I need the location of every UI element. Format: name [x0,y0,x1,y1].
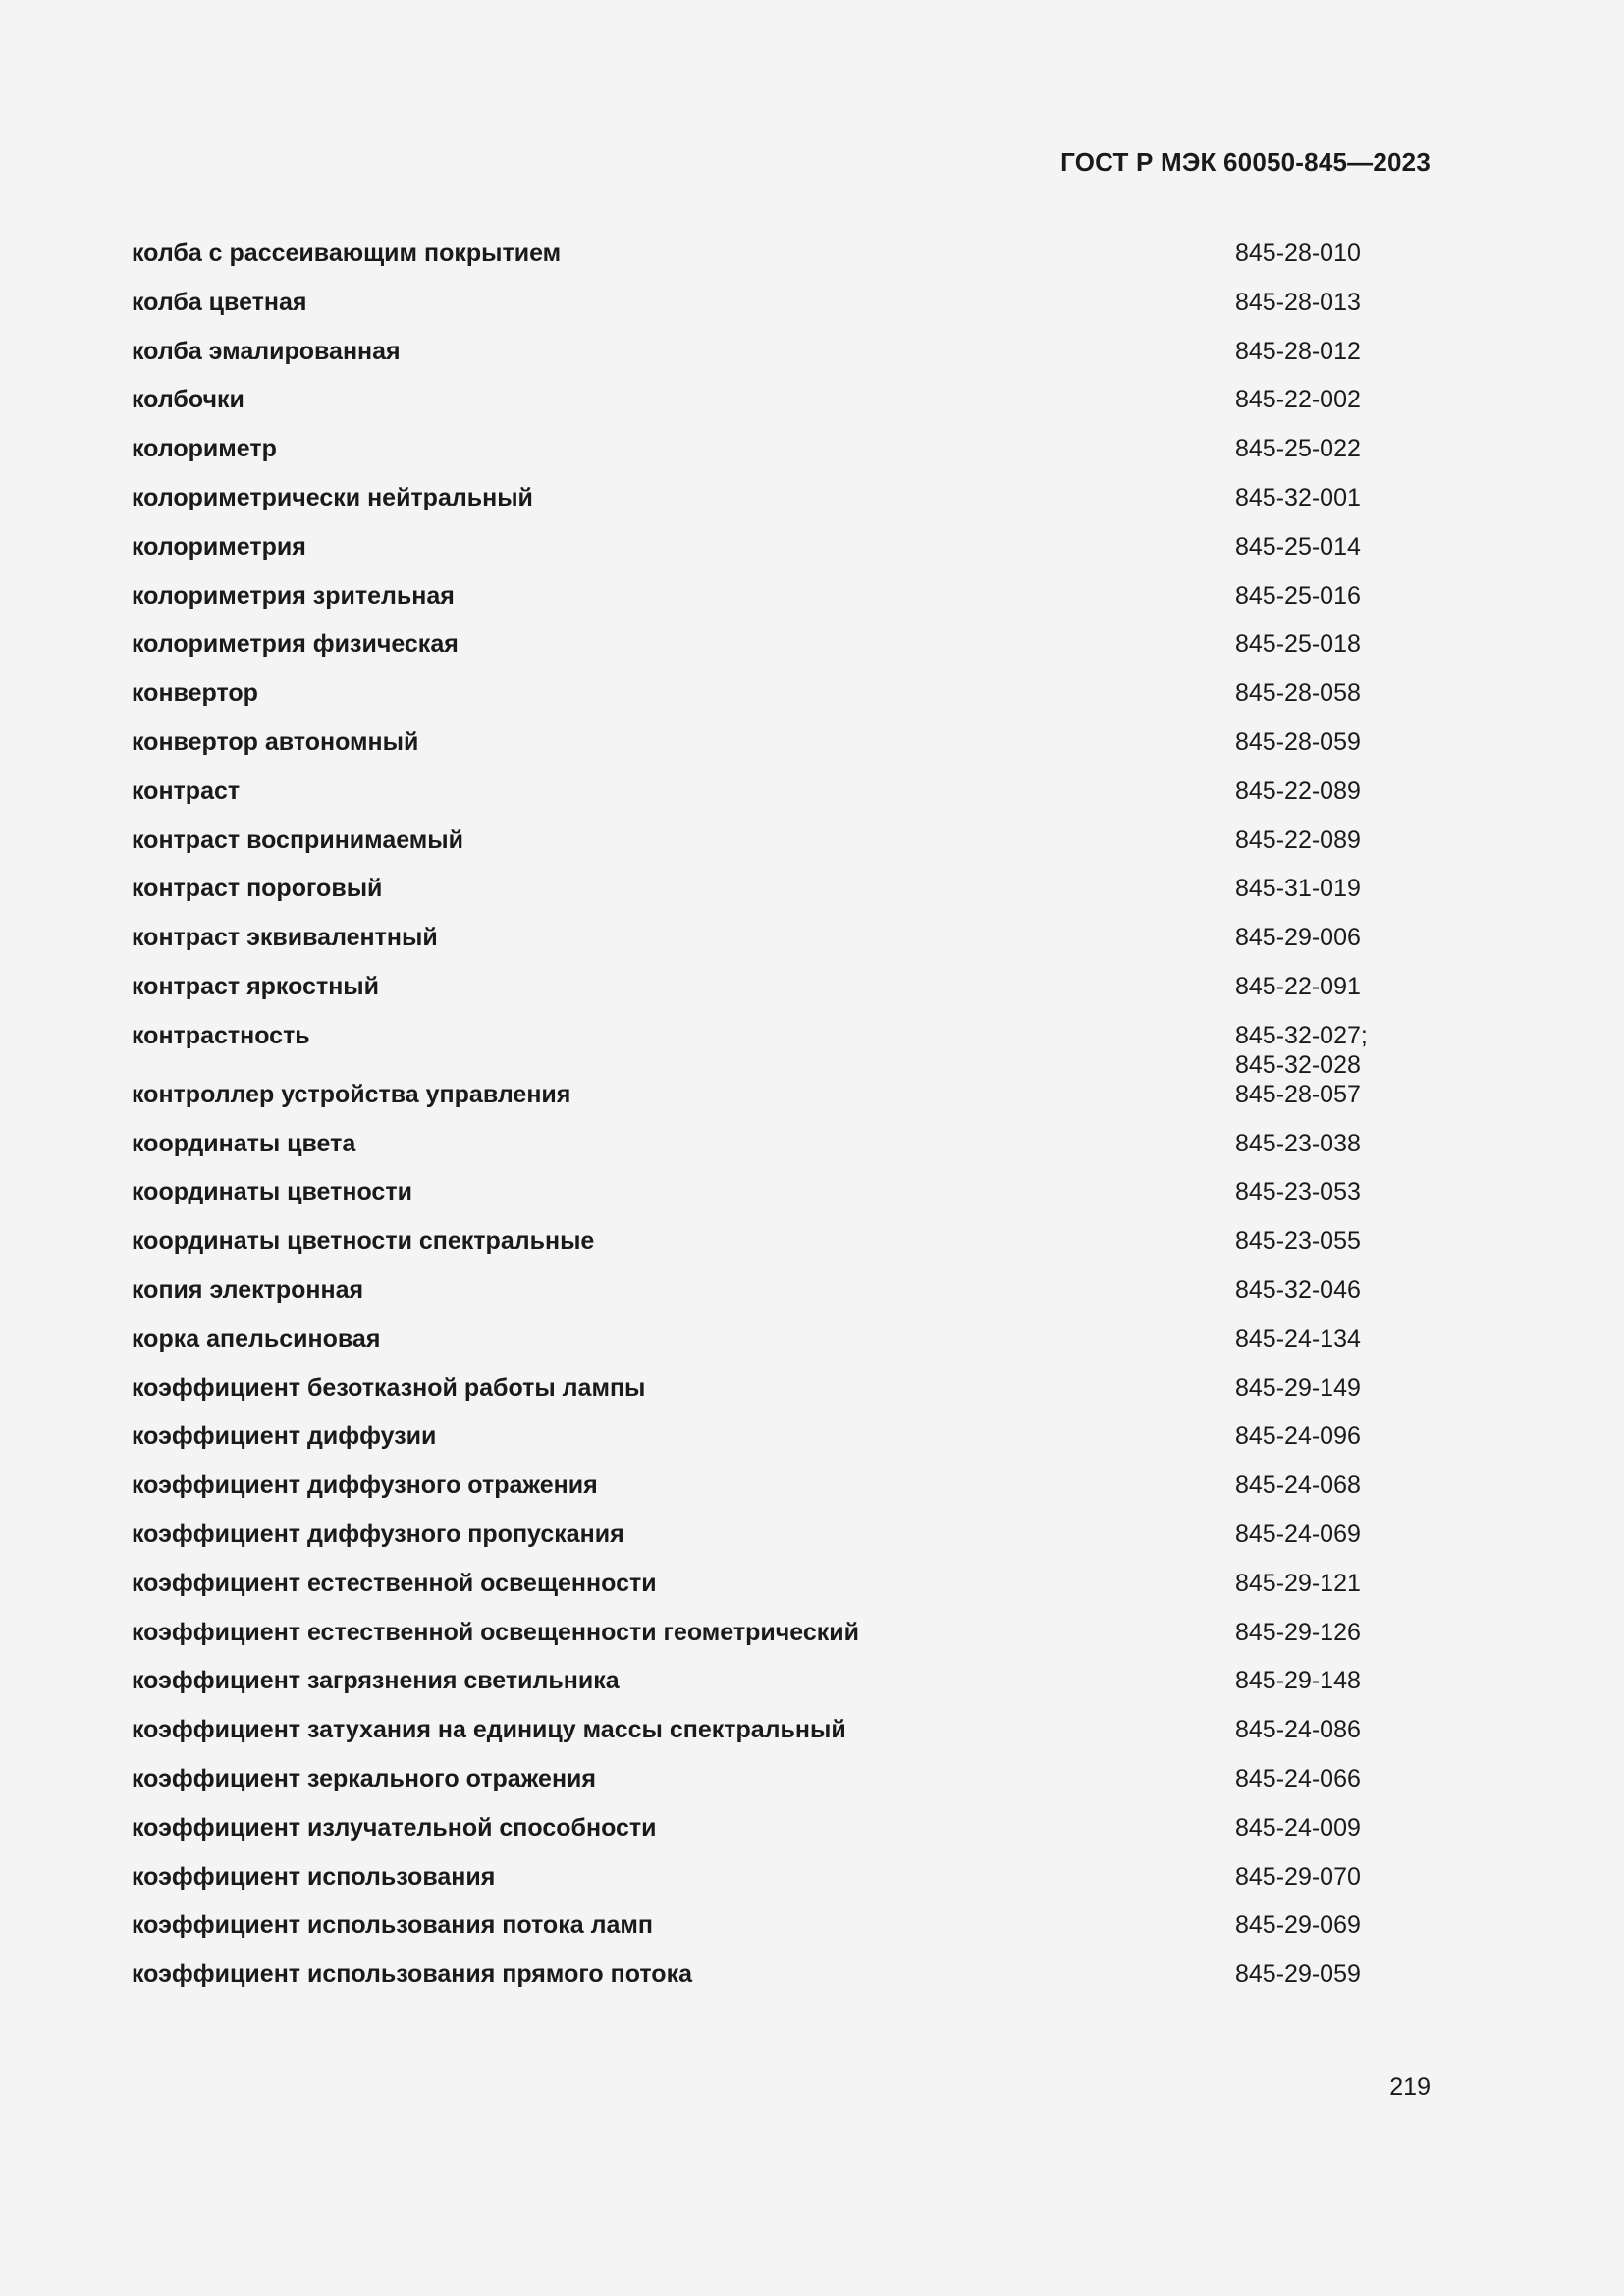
index-term: колба эмалированная [132,337,401,365]
term-reference-number: 845-24-086 [1235,1716,1361,1744]
term-reference-number: 845-24-068 [1235,1471,1361,1500]
term-reference-number: 845-29-126 [1235,1618,1361,1646]
term-index-list [132,239,1433,2008]
index-refs [1235,434,1361,463]
index-entry [132,1129,1433,1178]
index-refs [1235,1275,1361,1305]
index-entry [132,1080,1433,1129]
index-entry [132,1177,1433,1226]
term-reference-number: 845-23-053 [1235,1178,1361,1206]
index-entry [132,1520,1433,1569]
index-refs [1235,1666,1361,1695]
index-refs [1235,1618,1361,1647]
term-reference-number: 845-29-006 [1235,924,1361,952]
term-reference-number: 845-28-057 [1235,1080,1361,1108]
index-refs [1235,337,1361,366]
index-term: контраст [132,776,241,805]
index-term: коэффициент диффузного отражения [132,1471,598,1500]
index-refs [1235,1226,1361,1255]
term-reference-number: 845-29-149 [1235,1373,1361,1402]
index-entry [132,1813,1433,1862]
index-entry [132,1021,1433,1080]
term-reference-number: 845-22-091 [1235,972,1361,1000]
index-term: колориметрически нейтральный [132,483,533,511]
index-term: коэффициент затухания на единицу массы спектральный [132,1716,846,1744]
index-refs [1235,923,1361,952]
index-term: контрастность [132,1021,310,1049]
index-entry [132,337,1433,386]
index-entry [132,532,1433,581]
term-reference-number: 845-22-089 [1235,826,1361,854]
index-refs [1235,239,1361,268]
index-entry [132,288,1433,337]
index-entry [132,678,1433,727]
index-term: коэффициент использования [132,1862,496,1891]
index-entry [132,1421,1433,1470]
term-reference-number: 845-24-009 [1235,1813,1361,1842]
index-refs [1235,1715,1361,1744]
term-reference-number: 845-28-012 [1235,337,1361,365]
term-reference-number: 845-23-038 [1235,1129,1361,1157]
index-entry [132,1910,1433,1959]
index-term: коэффициент загрязнения светильника [132,1667,620,1695]
index-refs [1235,1910,1361,1940]
index-term: контраст яркостный [132,972,380,1000]
index-refs [1235,629,1361,659]
index-term: координаты цветности спектральные [132,1227,595,1255]
index-term: коэффициент диффузного пропускания [132,1520,624,1548]
index-entry [132,1715,1433,1764]
index-term: колориметрия [132,532,306,561]
index-term: колбочки [132,386,244,414]
term-reference-number: 845-32-001 [1235,483,1361,511]
index-entry [132,776,1433,826]
page-number: 219 [1389,2073,1431,2101]
index-refs [1235,1813,1361,1842]
index-entry [132,874,1433,923]
index-refs [1235,678,1361,708]
index-entry [132,1959,1433,2008]
document-header: ГОСТ Р МЭК 60050-845—2023 [1060,147,1431,177]
term-reference-number: 845-31-019 [1235,875,1361,903]
index-entry [132,385,1433,434]
index-term: колориметрия зрительная [132,581,455,610]
term-reference-number: 845-29-070 [1235,1862,1361,1891]
term-reference-number: 845-28-059 [1235,727,1361,756]
index-term: коэффициент естественной освещенности [132,1569,657,1597]
index-entry [132,629,1433,678]
index-entry [132,1324,1433,1373]
index-entry [132,581,1433,630]
index-entry [132,972,1433,1021]
index-term: копия электронная [132,1275,364,1304]
index-refs [1235,1129,1361,1158]
index-entry [132,727,1433,776]
index-entry [132,1373,1433,1422]
index-entry [132,1226,1433,1275]
index-refs [1235,1421,1361,1451]
index-refs [1235,1373,1361,1403]
term-reference-number: 845-24-066 [1235,1764,1361,1792]
term-reference-number: 845-29-121 [1235,1569,1361,1597]
index-term: коэффициент излучательной способности [132,1813,657,1842]
index-entry [132,1666,1433,1715]
term-reference-number: 845-29-069 [1235,1911,1361,1940]
term-reference-number: 845-25-018 [1235,630,1361,659]
index-term: контроллер устройства управления [132,1080,571,1108]
index-refs [1235,727,1361,757]
index-refs [1235,1177,1361,1206]
index-refs [1235,532,1361,561]
term-reference-number: 845-28-058 [1235,679,1361,708]
index-term: коэффициент использования потока ламп [132,1911,653,1940]
term-reference-number: 845-32-028 [1235,1050,1361,1079]
term-reference-number: 845-29-059 [1235,1960,1361,1989]
index-term: корка апельсиновая [132,1324,381,1353]
term-reference-number: 845-28-010 [1235,240,1361,267]
index-refs [1235,972,1361,1001]
index-term: контраст пороговый [132,875,383,903]
index-entry [132,239,1433,288]
index-refs [1235,581,1361,611]
index-entry [132,483,1433,532]
index-refs [1235,874,1361,903]
index-term: конвертор автономный [132,727,419,756]
index-term: контраст эквивалентный [132,924,438,952]
index-term: колба цветная [132,288,307,316]
index-refs [1235,483,1361,512]
index-refs [1235,826,1361,855]
index-entry [132,1618,1433,1667]
term-reference-number: 845-22-089 [1235,776,1361,805]
index-entry [132,1764,1433,1813]
index-refs [1235,1080,1361,1109]
index-refs [1235,1324,1361,1354]
term-reference-number: 845-25-014 [1235,532,1361,561]
term-reference-number: 845-29-148 [1235,1667,1361,1695]
index-term: координаты цвета [132,1129,356,1157]
index-term: колориметрия физическая [132,630,459,659]
index-entry [132,826,1433,875]
index-entry [132,1470,1433,1520]
index-term: коэффициент естественной освещенности геометрический [132,1618,859,1646]
term-reference-number: 845-32-046 [1235,1275,1361,1304]
index-refs [1235,1470,1361,1500]
term-reference-number: 845-23-055 [1235,1227,1361,1255]
index-refs [1235,385,1361,414]
index-term: координаты цветности [132,1178,412,1206]
index-term: коэффициент использования прямого потока [132,1960,692,1989]
index-refs [1235,288,1361,317]
index-entry [132,1862,1433,1911]
term-reference-number: 845-28-013 [1235,288,1361,316]
index-refs [1235,1959,1361,1989]
term-reference-number: 845-24-069 [1235,1520,1361,1548]
index-entry [132,1275,1433,1324]
index-refs [1235,1520,1361,1549]
index-entry [132,1569,1433,1618]
term-reference-number: 845-24-096 [1235,1422,1361,1451]
term-reference-number: 845-24-134 [1235,1324,1361,1353]
index-refs [1235,776,1361,806]
index-term: коэффициент зеркального отражения [132,1764,597,1792]
term-reference-number: 845-25-022 [1235,435,1361,463]
index-refs [1235,1764,1361,1793]
index-entry [132,434,1433,483]
term-reference-number: 845-25-016 [1235,581,1361,610]
index-refs [1235,1021,1368,1080]
index-term: колба с рассеивающим покрытием [132,240,562,267]
index-entry [132,923,1433,972]
index-term: конвертор [132,679,258,708]
index-term: колориметр [132,435,277,463]
index-refs [1235,1862,1361,1892]
term-reference-number: 845-32-027; [1235,1021,1368,1049]
term-reference-number: 845-22-002 [1235,386,1361,414]
index-term: контраст воспринимаемый [132,826,464,854]
index-refs [1235,1569,1361,1598]
index-term: коэффициент безотказной работы лампы [132,1373,646,1402]
index-term: коэффициент диффузии [132,1422,437,1451]
